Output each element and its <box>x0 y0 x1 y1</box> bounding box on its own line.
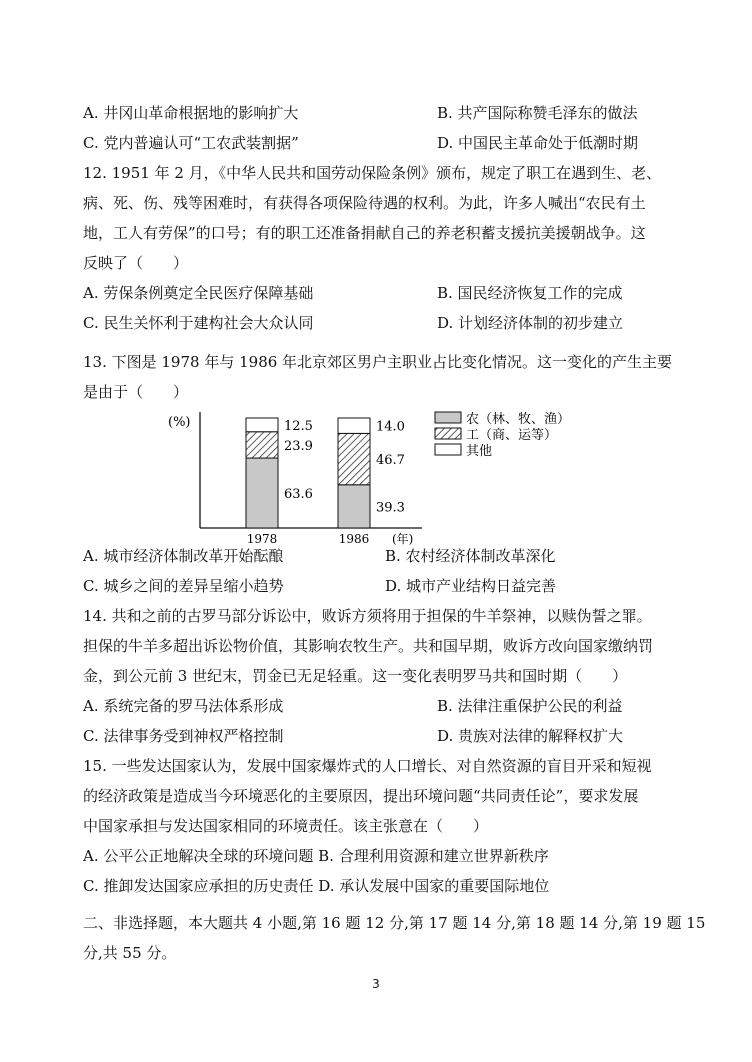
q12-option-b: B. 国民经济恢复工作的完成 <box>437 284 623 302</box>
legend-swatch <box>435 428 461 439</box>
q12-option-c: C. 民生关怀利于建构社会大众认同 <box>83 314 314 332</box>
bar-segment <box>246 418 278 432</box>
q11-option-c: C. 党内普遍认可“工农武装割据” <box>83 134 299 152</box>
q12-stem-line: 地，工人有劳保”的口号；有的职工还准备捐献自己的养老积蓄支援抗美援朝战争。这 <box>83 224 646 242</box>
bar-value-label: 63.6 <box>284 487 313 503</box>
q14-option-a: A. 系统完备的罗马法体系形成 <box>83 697 284 715</box>
x-tick-label: 1986 <box>338 532 370 546</box>
q12-stem-line: 病、死、伤、残等困难时，有获得各项保险待遇的权利。为此，许多人喊出“农民有土 <box>83 194 646 212</box>
q12-option-a: A. 劳保条例奠定全民医疗保障基础 <box>83 284 314 302</box>
x-axis-unit: (年) <box>392 532 414 546</box>
q11-option-a: A. 井冈山革命根据地的影响扩大 <box>83 104 299 122</box>
legend-label: 其他 <box>466 444 493 459</box>
x-tick-label: 1978 <box>246 532 278 546</box>
legend-swatch <box>435 444 461 455</box>
bar-segment <box>338 433 370 484</box>
bar-segment <box>338 485 370 528</box>
q14-option-d: D. 贵族对法律的解释权扩大 <box>437 727 624 745</box>
q12-stem-line: 反映了（ ） <box>83 254 189 272</box>
legend-swatch <box>435 412 461 423</box>
legend-label: 工（商、运等） <box>466 428 558 443</box>
q15-stem-line: 的经济政策是造成当今环境恶化的主要原因，提出环境问题“共同责任论”，要求发展 <box>83 787 639 805</box>
q11-option-b: B. 共产国际称赞毛泽东的做法 <box>437 104 638 122</box>
bar-value-label: 46.7 <box>376 453 405 469</box>
bar-value-label: 39.3 <box>376 500 405 516</box>
q14-option-c: C. 法律事务受到神权严格控制 <box>83 727 284 745</box>
section2-heading-line: 二、非选择题，本大题共 4 小题,第 16 题 12 分,第 17 题 14 分,第 18 题 14 分,第 19 题 15 <box>83 914 706 932</box>
q15-options-cd: C. 推卸发达国家应承担的历史责任 D. 承认发展中国家的重要国际地位 <box>83 877 550 895</box>
q14-option-b: B. 法律注重保护公民的利益 <box>437 697 623 715</box>
q14-stem-line: 14. 共和之前的古罗马部分诉讼中，败诉方须将用于担保的牛羊祭神，以赎伪誓之罪。 <box>83 607 652 625</box>
q13-option-b: B. 农村经济体制改革深化 <box>385 547 556 565</box>
q15-stem-line: 15. 一些发达国家认为，发展中国家爆炸式的人口增长、对自然资源的盲目开采和短视 <box>83 757 652 775</box>
q12-stem-line: 12. 1951 年 2 月，《中华人民共和国劳动保险条例》颁布，规定了职工在遇到生、老、 <box>83 164 662 182</box>
bar-segment <box>246 432 278 458</box>
q13-option-c: C. 城乡之间的差异呈缩小趋势 <box>83 577 284 595</box>
y-axis-unit: (%) <box>168 415 191 430</box>
bar-value-label: 14.0 <box>376 419 405 435</box>
page-number: 3 <box>372 977 380 991</box>
q13-option-d: D. 城市产业结构日益完善 <box>385 577 557 595</box>
q13-stem-line: 是由于（ ） <box>83 383 189 401</box>
q14-stem-line: 金，到公元前 3 世纪末，罚金已无足轻重。这一变化表明罗马共和国时期（ ） <box>83 667 628 685</box>
q14-stem-line: 担保的牛羊多超出诉讼物价值，其影响农牧生产。共和国早期，败诉方改向国家缴纳罚 <box>83 637 654 655</box>
q13-stem-line: 13. 下图是 1978 年与 1986 年北京郊区男户主职业占比变化情况。这一变化的产生主要 <box>83 353 673 371</box>
q11-option-d: D. 中国民主革命处于低潮时期 <box>437 134 639 152</box>
bar-segment <box>338 418 370 433</box>
bar-segment <box>246 458 278 528</box>
q12-option-d: D. 计划经济体制的初步建立 <box>437 314 624 332</box>
section2-heading-line: 分,共 55 分。 <box>83 944 177 962</box>
q15-options-ab: A. 公平公正地解决全球的环境问题 B. 合理利用资源和建立世界新秩序 <box>83 847 549 865</box>
bar-value-label: 12.5 <box>284 418 313 434</box>
legend-label: 农（林、牧、渔） <box>466 412 571 427</box>
bar-value-label: 23.9 <box>284 438 313 454</box>
q13-option-a: A. 城市经济体制改革开始酝酿 <box>83 547 284 565</box>
occupation-chart <box>160 408 600 548</box>
q15-stem-line: 中国家承担与发达国家相同的环境责任。该主张意在（ ） <box>83 817 489 835</box>
